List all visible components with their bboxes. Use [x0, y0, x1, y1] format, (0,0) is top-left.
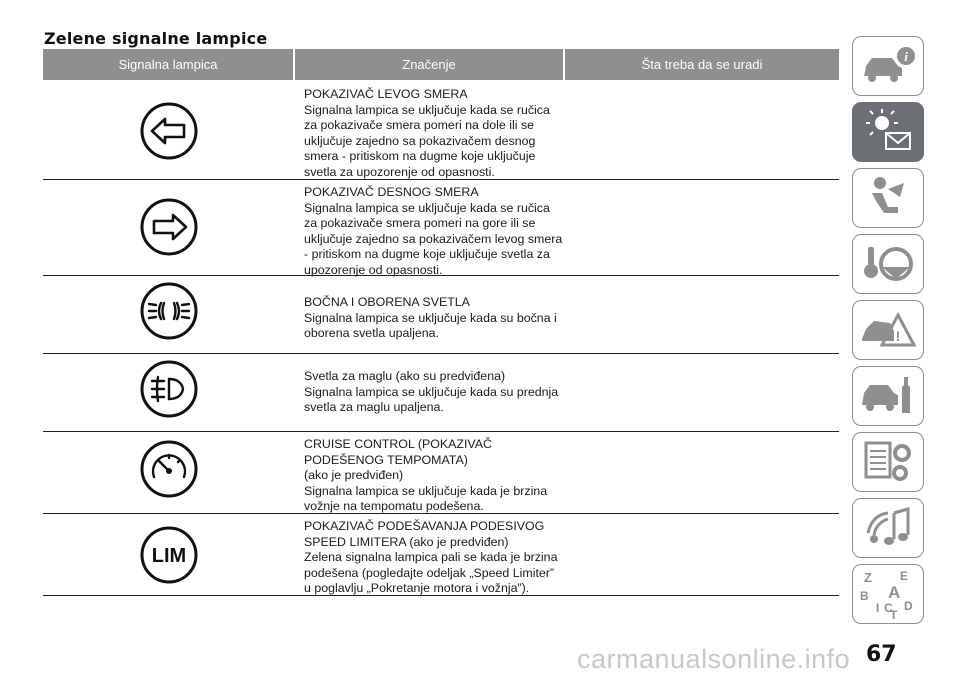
tab-warning-lights[interactable] [852, 102, 924, 162]
airbag-seat-icon [858, 173, 918, 223]
meaning-text: POKAZIVAČ PODEŠAVANJA PODESIVOG SPEED LIMITERA (ako je predviđen) Zelena signalna lampica pali se kada je brzina podešena (pogledajte odeljak „Speed Limiter” u poglavlju „Pokretanje motora i vožnja”). [304, 519, 558, 596]
svg-text:E: E [900, 569, 909, 583]
cruise-control-icon [139, 439, 199, 499]
page-number: 67 [866, 642, 897, 667]
column-header-action: Šta treba da se uradi [565, 49, 839, 80]
car-maintenance-icon [858, 371, 918, 421]
svg-text:Z: Z [864, 570, 872, 585]
side-low-beam-icon [139, 281, 199, 341]
table-row [43, 275, 839, 354]
car-info-icon [858, 42, 918, 90]
svg-text:D: D [904, 599, 913, 613]
meaning-text: POKAZIVAČ DESNOG SMERA Signalna lampica se uključuje kada se ručica za pokazivače smera pomeri na gore ili se uključuje zajedno sa pokazivačem levog smera - pritiskom na dugme koje uključuje svetla za upozorenje od opasnosti. [304, 185, 563, 277]
table-header [43, 49, 839, 80]
tab-multimedia[interactable] [852, 498, 924, 558]
tab-starting-driving[interactable] [852, 234, 924, 294]
svg-text:B: B [860, 589, 869, 603]
limiter-label: LIM [151, 545, 187, 567]
svg-text:A: A [888, 583, 901, 602]
fog-light-icon [139, 359, 199, 419]
table-row [43, 81, 839, 180]
multimedia-icon [858, 503, 918, 553]
tab-specifications[interactable] [852, 432, 924, 492]
tab-index[interactable] [852, 564, 924, 624]
warning-lights-icon [858, 107, 918, 157]
svg-text:I: I [876, 601, 880, 615]
arrow-right-icon [139, 197, 199, 257]
meaning-text: BOČNA I OBORENA SVETLA Signalna lampica se uključuje kada su bočna i oborena svetla upaljena. [304, 295, 557, 341]
page-title: Zelene signalne lampice [44, 29, 268, 48]
tab-emergency[interactable] [852, 300, 924, 360]
table-row [43, 353, 839, 432]
tab-maintenance[interactable] [852, 366, 924, 426]
svg-text:!: ! [895, 328, 901, 344]
meaning-text: Svetla za maglu (ako su predviđena) Signalna lampica se uključuje kada su prednja svetla za maglu upaljena. [304, 369, 559, 415]
arrow-left-icon [139, 101, 199, 161]
steering-key-icon [858, 239, 918, 289]
table-row [43, 179, 839, 276]
speed-limiter-icon [139, 525, 199, 585]
meaning-text: CRUISE CONTROL (POKAZIVAČ PODEŠENOG TEMPOMATA) (ako je predviđen) Signalna lampica se uključuje kada je brzina vožnje na tempomatu podešena. [304, 437, 548, 514]
column-header-meaning: Značenje [295, 49, 563, 80]
svg-text:T: T [890, 608, 898, 620]
index-letters-icon [858, 568, 918, 620]
tab-car-info[interactable] [852, 36, 924, 96]
tab-safety[interactable] [852, 168, 924, 228]
accident-warning-icon [858, 305, 918, 355]
table-row [43, 513, 839, 596]
specifications-icon [858, 437, 918, 487]
svg-text:i: i [904, 49, 908, 64]
meaning-text: POKAZIVAČ LEVOG SMERA Signalna lampica se uključuje kada se ručica za pokazivače smera pomeri na dole ili se uključuje zajedno sa pokazivačem desnog smera - pritiskom na dugme koje uključuje svetla za upozorenje od opasnosti. [304, 87, 550, 179]
svg-text:C: C [884, 601, 893, 615]
column-header-indicator: Signalna lampica [43, 49, 293, 80]
watermark: carmanualsonline.info [577, 644, 851, 674]
table-row [43, 431, 839, 514]
